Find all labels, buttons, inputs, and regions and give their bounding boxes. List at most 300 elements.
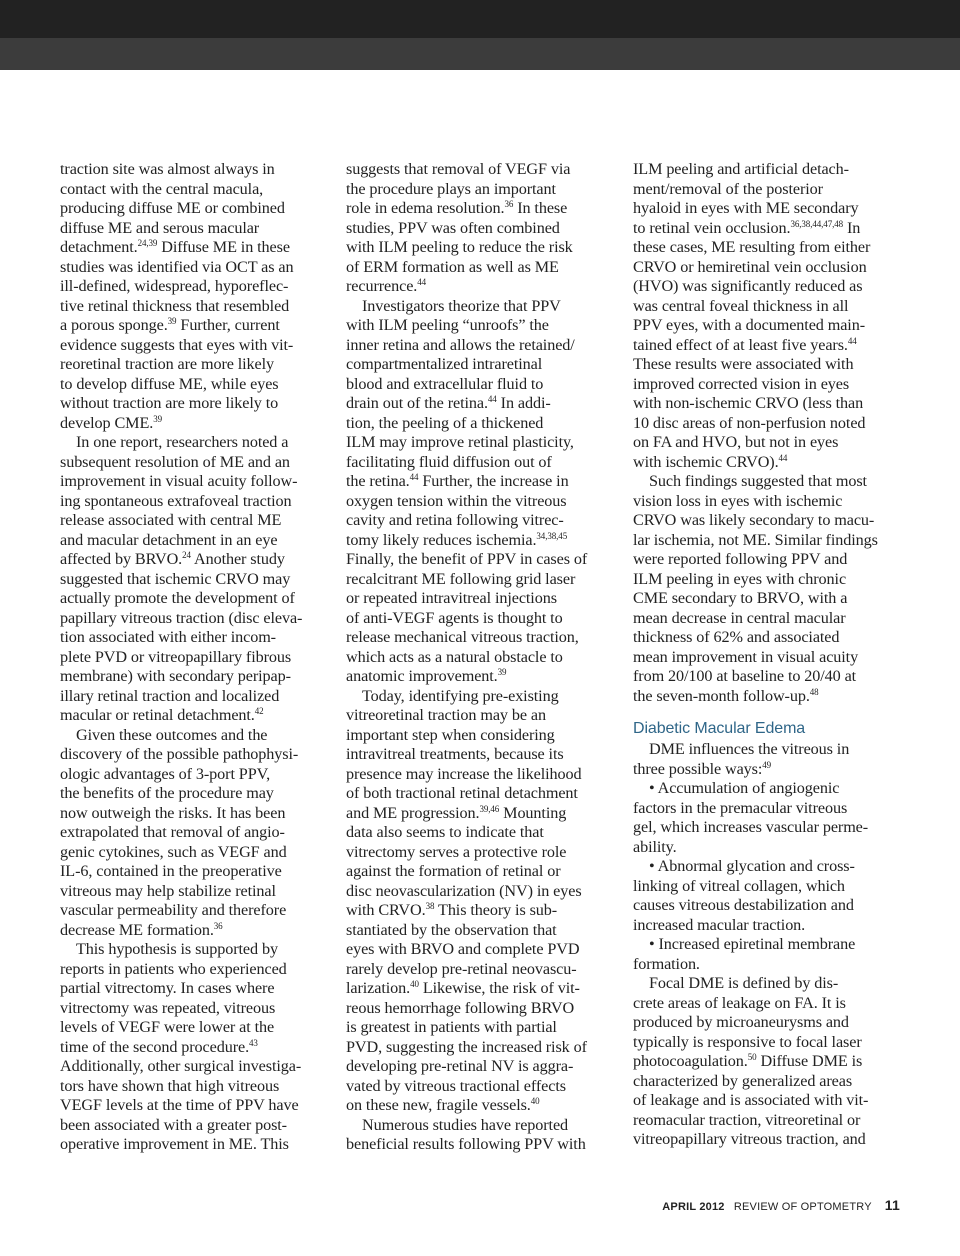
line-text: CRVO or hemiretinal vein occlusion <box>633 257 867 276</box>
line-text: In addi- <box>496 394 551 412</box>
line-text: and macular detachment in an eye <box>60 530 278 549</box>
text-line <box>60 882 332 902</box>
text-line <box>346 921 618 941</box>
text-line <box>346 219 618 239</box>
line-text: plete PVD or vitreopapillary fibrous <box>60 647 292 666</box>
line-text: studies was identified via OCT as an <box>60 257 294 276</box>
text-line <box>346 277 618 297</box>
line-text: mean improvement in visual acuity <box>633 647 859 666</box>
citation-ref: 39 <box>153 413 163 424</box>
citation-ref: 24 <box>182 550 191 560</box>
line-text: to develop diffuse ME, while eyes <box>60 374 279 393</box>
line-text: vitrectomy serves a protective role <box>346 842 567 861</box>
text-line <box>346 589 618 609</box>
text-line <box>60 433 332 453</box>
text-line <box>346 336 618 356</box>
line-text: crete areas of leakage on FA. It is <box>633 993 846 1012</box>
text-line <box>633 453 905 473</box>
line-text: Further, the increase in <box>418 472 569 490</box>
text-line <box>633 472 905 492</box>
line-text: ability. <box>633 837 677 856</box>
line-text: suggests that removal of VEGF via <box>346 160 571 178</box>
text-line <box>60 472 332 492</box>
text-line <box>633 277 905 297</box>
line-text: with ischemic CRVO). <box>633 452 779 471</box>
text-line <box>633 1013 905 1033</box>
line-text: In these <box>513 199 568 217</box>
line-text: improved corrected vision in eyes <box>633 374 850 393</box>
top-dark-band <box>0 0 960 38</box>
citation-ref: 24,39 <box>137 238 158 248</box>
line-text: studies, PPV was often combined <box>346 218 560 237</box>
line-text: • Abnormal glycation and cross- <box>649 857 855 875</box>
text-line <box>60 336 332 356</box>
line-text: ILM may improve retinal plasticity, <box>346 433 574 451</box>
citation-ref: 48 <box>809 686 819 697</box>
line-text: of anti-VEGF agents is thought to <box>346 608 563 627</box>
line-text: of leakage and is associated with vit- <box>633 1091 869 1109</box>
text-line <box>633 1052 905 1072</box>
line-text: and ME progression. <box>346 803 480 822</box>
citation-ref: 36,38,44,47,48 <box>790 218 844 229</box>
line-text: eyes with BRVO and complete PVD <box>346 940 580 958</box>
citation-ref: 44 <box>487 394 497 404</box>
citation-ref: 34,38,45 <box>536 530 568 541</box>
line-text: cavity and retina following vitrec- <box>346 511 564 529</box>
line-text: CME secondary to BRVO, with a <box>633 589 848 607</box>
line-text: contact with the central macula, <box>60 179 264 198</box>
text-line <box>346 1018 618 1038</box>
line-text: Further, current <box>176 316 280 334</box>
line-text: larization. <box>346 979 411 997</box>
text-line <box>633 355 905 375</box>
line-text: lar ischemia, not ME. Similar findings <box>633 530 878 549</box>
text-line <box>60 492 332 512</box>
line-text: Focal DME is defined by dis- <box>649 974 839 992</box>
text-line <box>633 1111 905 1131</box>
text-line <box>60 375 332 395</box>
text-line <box>633 896 905 916</box>
line-text: or repeated intravitreal injections <box>346 589 557 607</box>
line-text: ologic advantages of 3-port PPV, <box>60 764 271 783</box>
line-text: ILM peeling and artificial detach- <box>633 160 849 178</box>
citation-ref: 44 <box>847 335 857 346</box>
text-line <box>60 219 332 239</box>
line-text: suggested that ischemic CRVO may <box>60 569 291 588</box>
text-line <box>346 492 618 512</box>
line-text: Another study <box>190 550 285 568</box>
text-line <box>633 955 905 975</box>
text-line <box>346 1116 618 1136</box>
line-text: typically is responsive to focal laser <box>633 1032 862 1051</box>
text-line <box>633 375 905 395</box>
text-column-1 <box>60 160 332 1155</box>
text-line <box>60 979 332 999</box>
line-text: decrease ME formation. <box>60 920 214 939</box>
line-text: Numerous studies have reported <box>362 1115 569 1134</box>
line-text: thickness of 62% and associated <box>633 628 840 646</box>
line-text: with non-ischemic CRVO (less than <box>633 394 864 412</box>
line-text: with ILM peeling to reduce the risk <box>346 238 573 256</box>
text-line <box>60 648 332 668</box>
text-line <box>346 316 618 336</box>
line-text: data also seems to indicate that <box>346 823 544 841</box>
text-line <box>60 1038 332 1058</box>
line-text: vitrectomy was repeated, vitreous <box>60 998 276 1017</box>
text-line <box>60 960 332 980</box>
citation-ref: 44 <box>778 452 788 463</box>
text-line <box>60 999 332 1019</box>
line-text: release associated with central ME <box>60 511 282 529</box>
line-text: presence may increase the likelihood <box>346 764 582 783</box>
line-text: vitreous may help stabilize retinal <box>60 881 276 900</box>
line-text: mean decrease in central macular <box>633 608 846 627</box>
text-line <box>633 1033 905 1053</box>
line-text: with ILM peeling “unroofs” the <box>346 316 549 334</box>
line-text: Today, identifying pre-existing <box>362 686 559 705</box>
text-line <box>346 180 618 200</box>
text-line <box>633 550 905 570</box>
text-line <box>346 804 618 824</box>
text-line <box>346 394 618 414</box>
citation-ref: 49 <box>762 759 772 770</box>
text-line <box>346 745 618 765</box>
line-text: IL-6, contained in the preoperative <box>60 862 282 880</box>
text-line <box>633 297 905 317</box>
text-line <box>60 570 332 590</box>
text-line <box>60 531 332 551</box>
text-line <box>346 1077 618 1097</box>
text-line <box>60 804 332 824</box>
text-line <box>60 823 332 843</box>
line-text: on FA and HVO, but not in eyes <box>633 433 839 451</box>
line-text: affected by BRVO. <box>60 550 183 568</box>
line-text: reports in patients who experienced <box>60 959 287 978</box>
line-text: was central foveal thickness in all <box>633 296 849 315</box>
text-line <box>346 940 618 960</box>
text-line <box>633 180 905 200</box>
text-line <box>633 667 905 687</box>
line-text: tors have shown that high vitreous <box>60 1076 280 1095</box>
citation-ref: 44 <box>417 277 427 287</box>
line-text: three possible ways: <box>633 759 763 778</box>
line-text: against the formation of retinal or <box>346 862 561 880</box>
line-text: Mounting <box>499 803 567 822</box>
text-line <box>60 706 332 726</box>
text-line <box>346 823 618 843</box>
line-text: Such findings suggested that most <box>649 472 867 490</box>
citation-ref: 36 <box>213 920 223 931</box>
text-line <box>633 916 905 936</box>
line-text: facilitating fluid diffusion out of <box>346 452 552 471</box>
text-line <box>633 609 905 629</box>
text-line <box>346 570 618 590</box>
text-line <box>633 160 905 180</box>
text-line <box>60 843 332 863</box>
line-text: increased macular traction. <box>633 915 806 934</box>
text-line <box>60 511 332 531</box>
line-text: now outweigh the risks. It has been <box>60 803 286 822</box>
line-text: from 20/100 at baseline to 20/40 at <box>633 667 857 685</box>
text-line <box>60 687 332 707</box>
line-text: tion associated with either incom- <box>60 628 276 646</box>
text-line <box>60 862 332 882</box>
line-text: on these new, fragile vessels. <box>346 1096 531 1114</box>
text-line <box>633 414 905 434</box>
text-line <box>346 1057 618 1077</box>
text-line <box>633 648 905 668</box>
text-line <box>633 838 905 858</box>
line-text: ILM peeling in eyes with chronic <box>633 569 847 588</box>
line-text: Likewise, the risk of vit- <box>418 979 580 997</box>
line-text: Investigators theorize that PPV <box>362 296 561 315</box>
line-text: tion, the peeling of a thickened <box>346 413 544 432</box>
line-text: these cases, ME resulting from either <box>633 238 871 256</box>
text-line <box>60 394 332 414</box>
line-text: the procedure plays an important <box>346 179 556 198</box>
line-text: been associated with a greater post- <box>60 1115 287 1134</box>
line-text: recalcitrant ME following grid laser <box>346 569 576 588</box>
line-text: a porous sponge. <box>60 316 168 334</box>
line-text: vitreopapillary vitreous traction, and <box>633 1130 866 1148</box>
text-line <box>633 238 905 258</box>
citation-ref: 42 <box>254 706 264 716</box>
line-text: develop CME. <box>60 413 154 432</box>
text-line <box>60 258 332 278</box>
line-text: evidence suggests that eyes with vit- <box>60 335 294 354</box>
text-line <box>633 394 905 414</box>
text-line <box>346 472 618 492</box>
line-text: tive retinal thickness that resembled <box>60 296 290 315</box>
text-line <box>60 297 332 317</box>
line-text: This theory is sub- <box>434 901 558 919</box>
text-line <box>633 219 905 239</box>
text-line <box>60 355 332 375</box>
line-text: Given these outcomes and the <box>76 725 268 744</box>
line-text: tomy likely reduces ischemia. <box>346 530 537 549</box>
line-text: disc neovascularization (NV) in eyes <box>346 881 582 900</box>
text-line <box>346 726 618 746</box>
text-line <box>346 433 618 453</box>
text-line <box>346 784 618 804</box>
text-line <box>60 940 332 960</box>
issue-date: APRIL 2012 <box>662 1201 725 1213</box>
line-text: In one report, researchers noted a <box>76 433 289 451</box>
text-line <box>60 921 332 941</box>
text-line <box>633 1130 905 1150</box>
text-line <box>346 960 618 980</box>
text-line <box>60 414 332 434</box>
line-text: improvement in visual acuity follow- <box>60 472 298 490</box>
line-text: of both tractional retinal detachment <box>346 784 578 802</box>
text-line <box>60 277 332 297</box>
text-line <box>346 979 618 999</box>
line-text: operative improvement in ME. This <box>60 1135 289 1153</box>
line-text: the retina. <box>346 472 410 490</box>
line-text: Finally, the benefit of PPV in cases of <box>346 550 588 568</box>
line-text: beneficial results following PPV with <box>346 1135 586 1153</box>
text-line <box>60 609 332 629</box>
line-text: traction site was almost always in <box>60 160 275 178</box>
line-text: rarely develop pre-retinal neovascu- <box>346 959 577 978</box>
line-text: of ERM formation as well as ME <box>346 257 559 276</box>
text-line <box>60 316 332 336</box>
text-line <box>346 1096 618 1116</box>
line-text: • Increased epiretinal membrane <box>649 935 856 953</box>
text-line <box>60 1077 332 1097</box>
text-line <box>60 726 332 746</box>
text-line <box>633 511 905 531</box>
text-line <box>346 901 618 921</box>
text-line <box>346 706 618 726</box>
page-footer <box>662 1197 900 1213</box>
citation-ref: 38 <box>425 901 435 911</box>
text-line <box>633 818 905 838</box>
line-text: Diffuse DME is <box>756 1052 863 1070</box>
line-text: vision loss in eyes with ischemic <box>633 491 843 510</box>
text-line <box>633 994 905 1014</box>
text-line <box>60 199 332 219</box>
text-line <box>60 1135 332 1155</box>
text-line <box>346 1135 618 1155</box>
line-text: anatomic improvement. <box>346 667 498 685</box>
text-line <box>346 667 618 687</box>
text-line <box>346 297 618 317</box>
line-text: In <box>843 218 861 237</box>
text-line <box>633 199 905 219</box>
line-text: drain out of the retina. <box>346 394 488 412</box>
line-text: formation. <box>633 954 700 973</box>
text-line <box>633 760 905 780</box>
text-line <box>346 531 618 551</box>
section-heading: Diabetic Macular Edema <box>633 720 806 737</box>
line-text: PVD, suggesting the increased risk of <box>346 1037 587 1056</box>
text-line <box>60 784 332 804</box>
text-line <box>633 1072 905 1092</box>
text-line <box>60 745 332 765</box>
line-text: characterized by generalized areas <box>633 1071 853 1090</box>
line-text: linking of vitreal collagen, which <box>633 876 845 895</box>
line-text: which acts as a natural obstacle to <box>346 647 563 666</box>
citation-ref: 39,46 <box>479 803 500 814</box>
text-line <box>633 492 905 512</box>
line-text: macular or retinal detachment. <box>60 706 255 724</box>
text-line <box>633 974 905 994</box>
text-line <box>346 628 618 648</box>
line-text: tained effect of at least five years. <box>633 335 848 354</box>
citation-ref: 39 <box>497 667 507 677</box>
line-text: CRVO was likely secondary to macu- <box>633 511 875 529</box>
text-line <box>60 160 332 180</box>
line-text: genic cytokines, such as VEGF and <box>60 842 287 861</box>
citation-ref: 36 <box>504 199 514 209</box>
line-text: diffuse ME and serous macular <box>60 218 260 237</box>
page-number: 11 <box>884 1197 900 1213</box>
text-line <box>60 667 332 687</box>
text-line <box>60 1096 332 1116</box>
line-text: important step when considering <box>346 725 555 744</box>
line-text: recurrence. <box>346 277 418 295</box>
line-text: vascular permeability and therefore <box>60 901 287 919</box>
line-text: PPV eyes, with a documented main- <box>633 316 865 334</box>
text-line <box>60 765 332 785</box>
text-line <box>346 609 618 629</box>
citation-ref: 39 <box>167 316 177 326</box>
line-text: ill-defined, widespread, hyporeflec- <box>60 277 289 295</box>
text-line <box>60 1116 332 1136</box>
line-text: reous hemorrhage following BRVO <box>346 998 575 1017</box>
line-text: the seven-month follow-up. <box>633 686 810 705</box>
text-line <box>346 882 618 902</box>
line-text: illary retinal traction and localized <box>60 686 280 705</box>
text-line <box>346 355 618 375</box>
text-line <box>60 628 332 648</box>
text-line <box>633 687 905 707</box>
line-text: gel, which increases vascular perme- <box>633 818 869 836</box>
line-text: detachment. <box>60 238 138 256</box>
line-text: partial vitrectomy. In cases where <box>60 979 275 997</box>
line-text: This hypothesis is supported by <box>76 940 278 958</box>
text-line <box>346 238 618 258</box>
text-line <box>633 531 905 551</box>
citation-ref: 43 <box>249 1037 258 1048</box>
publication-name: REVIEW OF OPTOMETRY <box>733 1201 872 1213</box>
citation-ref: 44 <box>409 472 419 482</box>
text-line <box>346 453 618 473</box>
text-line <box>60 238 332 258</box>
citation-ref: 50 <box>747 1052 757 1062</box>
text-line <box>346 648 618 668</box>
line-text: levels of VEGF were lower at the <box>60 1018 275 1036</box>
line-text: vitreoretinal traction may be an <box>346 706 546 724</box>
line-text: were reported following PPV and <box>633 550 848 568</box>
line-text: hyaloid in eyes with ME secondary <box>633 199 859 217</box>
line-text: stantiated by the observation that <box>346 920 557 939</box>
line-text: inner retina and allows the retained/ <box>346 335 575 354</box>
line-text: the benefits of the procedure may <box>60 784 274 802</box>
line-text: photocoagulation. <box>633 1052 748 1070</box>
text-line <box>633 740 905 760</box>
line-text: causes vitreous destabilization and <box>633 896 854 914</box>
line-text: factors in the premacular vitreous <box>633 798 848 817</box>
top-gray-band <box>0 38 960 70</box>
text-line <box>346 1038 618 1058</box>
line-text: membrane) with secondary peripap- <box>60 667 291 685</box>
text-line <box>346 999 618 1019</box>
text-line <box>346 258 618 278</box>
line-text: Additionally, other surgical investiga- <box>60 1057 302 1075</box>
line-text: oxygen tension within the vitreous <box>346 491 567 510</box>
text-line <box>346 375 618 395</box>
text-line <box>60 589 332 609</box>
line-text: reomacular traction, vitreoretinal or <box>633 1110 861 1129</box>
text-line <box>346 511 618 531</box>
line-text: release mechanical vitreous traction, <box>346 628 579 646</box>
text-line <box>633 316 905 336</box>
text-line <box>346 160 618 180</box>
line-text: (HVO) was significantly reduced as <box>633 277 863 295</box>
text-line <box>633 1091 905 1111</box>
text-line <box>60 180 332 200</box>
line-text: role in edema resolution. <box>346 199 505 217</box>
text-line <box>633 857 905 877</box>
text-line <box>60 1018 332 1038</box>
text-line <box>346 843 618 863</box>
line-text: ment/removal of the posterior <box>633 179 823 198</box>
line-text: producing diffuse ME or combined <box>60 199 285 217</box>
text-line <box>346 414 618 434</box>
citation-ref: 40 <box>410 979 419 989</box>
